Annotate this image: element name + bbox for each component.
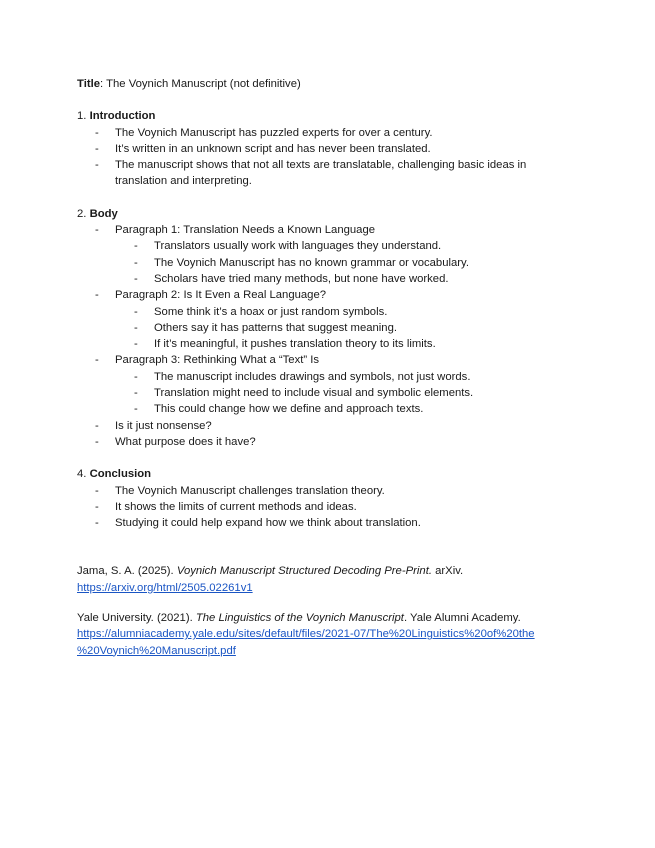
bullet-dash: - — [95, 500, 99, 513]
paragraph-item-1: - Paragraph 1: Translation Needs a Known Language — [77, 222, 577, 238]
list-item: - The Voynich Manuscript has puzzled experts for over a century. — [77, 125, 577, 141]
doc-title — [77, 76, 577, 92]
bullet-dash: - — [95, 289, 99, 302]
bullet-dash: - — [95, 435, 99, 448]
sub-list-item: - Some think it’s a hoax or just random symbols. — [77, 304, 577, 320]
sub-list-item: - The Voynich Manuscript has no known grammar or vocabulary. — [77, 255, 577, 271]
bullet-dash: - — [134, 240, 138, 253]
list-item: - It shows the limits of current methods and ideas. — [77, 499, 577, 515]
reference-title: Voynich Manuscript Structured Decoding Pre-Print. — [176, 565, 432, 578]
section-conclusion — [77, 466, 577, 531]
references — [77, 563, 577, 658]
reference-link[interactable]: https://arxiv.org/html/2505.02261v1 — [77, 581, 253, 594]
reference-link[interactable]: https://alumniacademy.yale.edu/sites/default/files/2021-07/The%20Linguistics%20of%20the — [77, 628, 535, 641]
sub-list-item: - Translation might need to include visual and symbolic elements. — [77, 385, 577, 401]
paragraph-item-3: - Paragraph 3: Rethinking What a “Text” Is — [77, 352, 577, 368]
bullet-dash: - — [134, 387, 138, 400]
section-body — [77, 206, 577, 450]
list-item: - It’s written in an unknown script and has never been translated. — [77, 141, 577, 157]
bullet-dash: - — [95, 159, 99, 172]
question-item: - What purpose does it have? — [77, 434, 577, 450]
bullet-dash: - — [95, 484, 99, 497]
sub-list-item: - Others say it has patterns that suggest meaning. — [77, 320, 577, 336]
list-item: - The manuscript shows that not all texts are translatable, challenging basic ideas in translation and interpreting. — [95, 159, 527, 188]
sub-list-item: - Translators usually work with languages they understand. — [77, 238, 577, 254]
bullet-dash: - — [95, 142, 99, 155]
title-text: : The Voynich Manuscript (not definitive) — [100, 78, 301, 90]
section-heading-introduction: 1. Introduction — [77, 110, 156, 123]
bullet-dash: - — [134, 403, 138, 416]
paragraph-item-2: - Paragraph 2: Is It Even a Real Language? — [77, 287, 577, 303]
sub-list-item: - If it’s meaningful, it pushes translation theory to its limits. — [77, 336, 577, 352]
section-heading-conclusion: 4. Conclusion — [77, 468, 152, 481]
bullet-dash: - — [134, 305, 138, 318]
bullet-dash: - — [95, 126, 99, 139]
bullet-dash: - — [95, 224, 99, 237]
sub-list-item: - Scholars have tried many methods, but none have worked. — [77, 271, 577, 287]
bullet-dash: - — [95, 419, 99, 432]
document-content — [77, 76, 577, 673]
question-item: - Is it just nonsense? — [77, 418, 577, 434]
list-item: - The Voynich Manuscript challenges translation theory. — [77, 483, 577, 499]
reference-entry: Jama, S. A. (2025). Voynich Manuscript Structured Decoding Pre-Print. arXiv. https://arxiv.org/html/2505.02261v1 — [77, 565, 464, 594]
title-label: Title — [77, 78, 101, 90]
section-introduction — [77, 108, 577, 189]
bullet-dash: - — [134, 321, 138, 334]
list-item: - Studying it could help expand how we think about translation. — [77, 515, 577, 531]
reference-entry: Yale University. (2021). The Linguistics of the Voynich Manuscript. Yale Alumni Academy. https://alumniacademy.yale.edu/sites/default/files/2021-07/The%20Linguistics%20of%20the %20Voynich%20Manuscript.pdf — [77, 612, 535, 657]
reference-title: The Linguistics of the Voynich Manuscript — [195, 612, 404, 625]
sub-list-item: - The manuscript includes drawings and symbols, not just words. — [77, 369, 577, 385]
bullet-dash: - — [134, 338, 138, 351]
bullet-dash: - — [95, 354, 99, 367]
sub-list-item: - This could change how we define and approach texts. — [77, 401, 577, 417]
reference-link-continued[interactable]: %20Voynich%20Manuscript.pdf — [77, 644, 236, 657]
bullet-dash: - — [134, 370, 138, 383]
bullet-dash: - — [134, 272, 138, 285]
bullet-dash: - — [134, 256, 138, 269]
section-heading-body: 2. Body — [77, 207, 118, 220]
bullet-dash: - — [95, 517, 99, 530]
